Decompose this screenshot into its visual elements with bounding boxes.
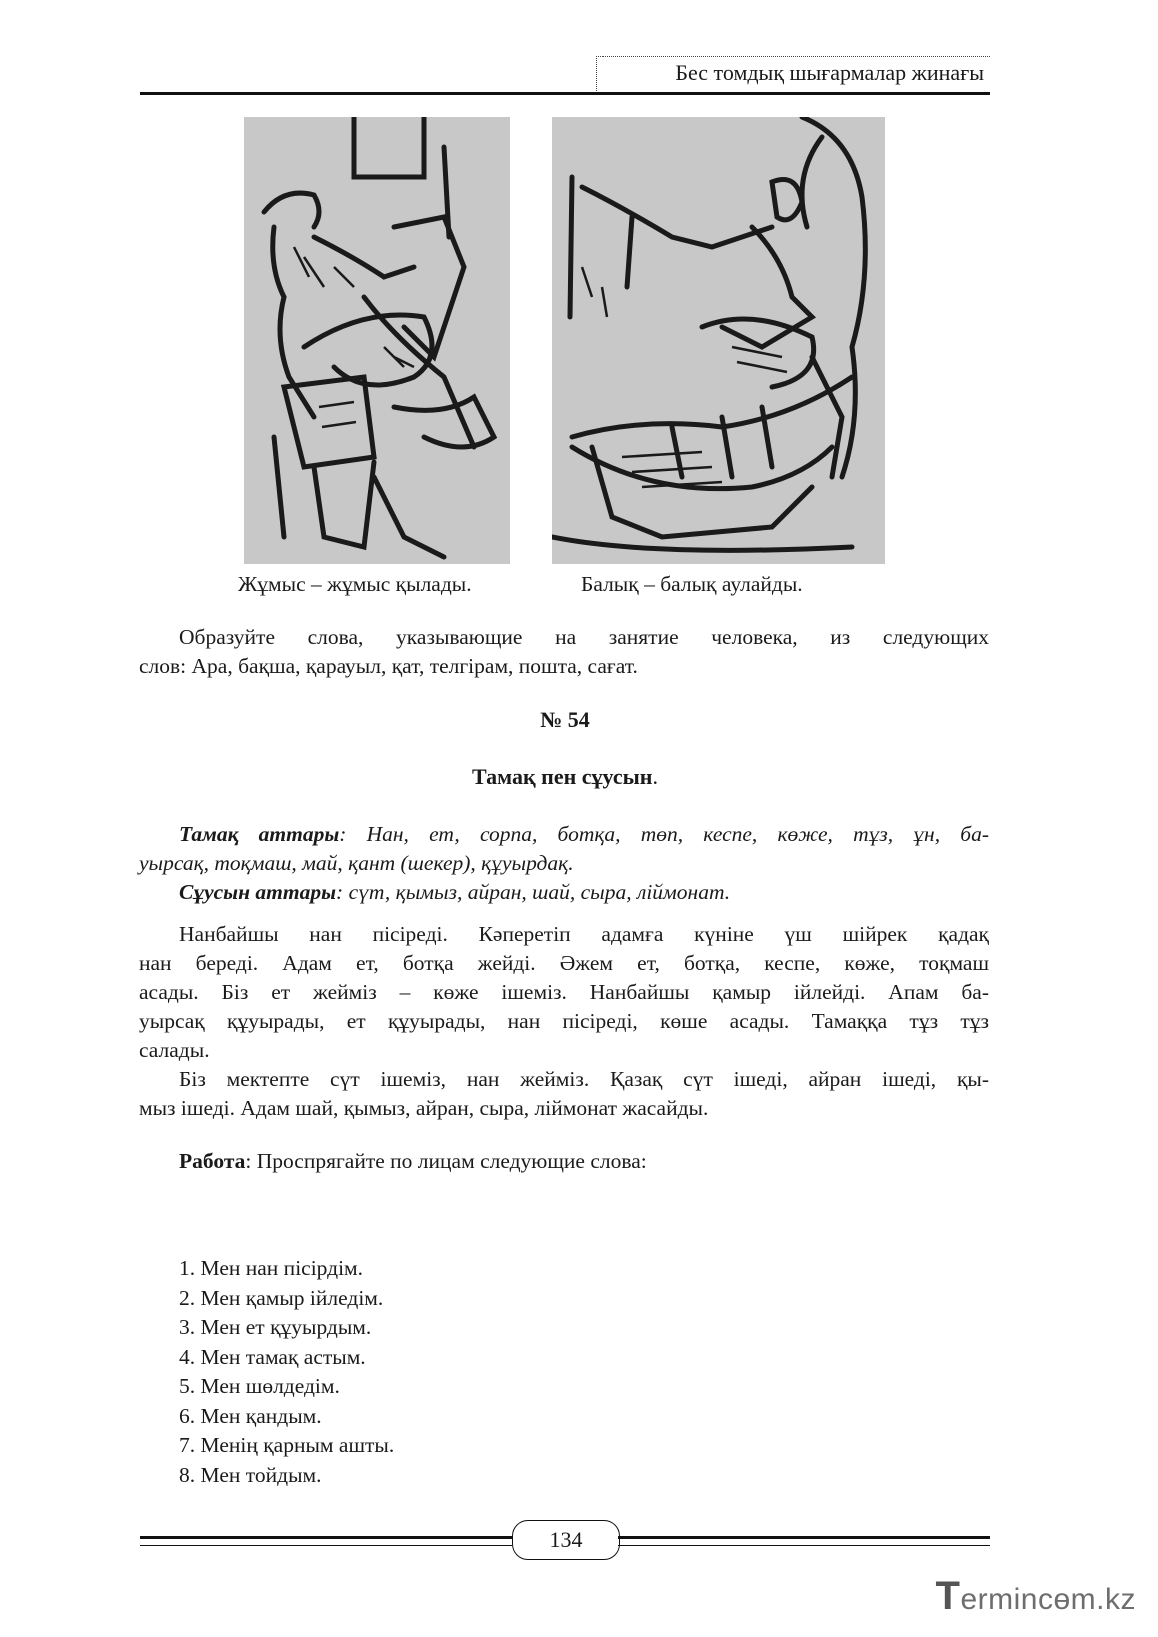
illustration-fisherman: [552, 117, 885, 564]
header-title: Бес томдық шығармалар жинағы: [675, 60, 984, 85]
drink-label: Сұусын аттары: [179, 880, 337, 904]
food-list: : Нан, ет, сорпа, ботқа, төп, кеспе, көже, тұз, ұн, ба-: [339, 822, 989, 846]
food-label: Тамақ аттары: [179, 822, 340, 846]
list-item: 5. Мен шөлдедім.: [179, 1374, 340, 1398]
vocabulary-block: [139, 820, 989, 907]
text-line: Нанбайшы нан пісіреді. Кәперетіп адамға күніне үш шійрек қадақ: [179, 922, 989, 946]
watermark-rest: ermincөm.kz: [960, 1583, 1136, 1616]
intro-paragraph: [139, 623, 989, 681]
food-line-1: [179, 820, 989, 849]
header-bracket: [596, 56, 603, 91]
intro-line-2: слов: Ара, бақша, қарауыл, қат, телгірам, пошта, сағат.: [139, 654, 638, 678]
intro-line-1: Образуйте слова, указывающие на занятие человека, из следующих: [179, 625, 989, 649]
reading-text: [139, 920, 989, 1123]
list-item: 6. Мен қандым.: [179, 1403, 322, 1428]
list-item: 7. Менің қарным ашты.: [179, 1433, 395, 1457]
text-line: салады.: [139, 1038, 210, 1062]
section-title-row: [140, 764, 990, 790]
section-number: № 54: [540, 707, 590, 732]
drink-line: [179, 878, 989, 907]
food-line-2: уырсақ, тоқмаш, май, қант (шекер), құуырдақ.: [139, 851, 574, 875]
watermark-initial: T: [935, 1574, 961, 1618]
text-line: Біз мектепте сүт ішеміз, нан жейміз. Қазақ сүт ішеді, айран ішеді, қы-: [179, 1067, 989, 1091]
header-rule: [140, 92, 990, 95]
list-item: 1. Мен нан пісірдім.: [179, 1256, 364, 1280]
header-dotted-rule: [602, 56, 990, 57]
footer-rule-left: [140, 1536, 512, 1546]
section-title-dot: .: [652, 764, 658, 789]
illustration-worker: [244, 117, 510, 564]
list-item: 3. Мен ет құуырдым.: [179, 1315, 372, 1339]
section-title: Тамақ пен сұусын: [472, 764, 653, 789]
drink-list: : сүт, қымыз, айран, шай, сыра, ліймонат.: [336, 880, 731, 904]
footer-rule-right: [618, 1536, 990, 1546]
list-item: 4. Мен тамақ астым.: [179, 1344, 366, 1369]
site-watermark: [936, 1574, 1136, 1619]
task-text: : Проспрягайте по лицам следующие слова:: [245, 1149, 647, 1173]
figure-caption-right: Балық – балық аулайды.: [581, 572, 803, 596]
list-item: 2. Мен қамыр ійледім.: [179, 1285, 384, 1310]
task-line: [179, 1147, 989, 1176]
page-number: 134: [512, 1520, 620, 1560]
list-item: 8. Мен тойдым.: [179, 1462, 322, 1487]
text-line: уырсақ құуырады, ет құуырады, нан пісіреді, көше асады. Тамаққа тұз тұз: [139, 1009, 989, 1033]
text-line: нан береді. Адам ет, ботқа жейді. Әжем ет, ботқа, кеспе, көже, тоқмаш: [139, 951, 989, 975]
exercise-list: [179, 1254, 394, 1490]
page-footer: [140, 1520, 990, 1560]
text-line: мыз ішеді. Адам шай, қымыз, айран, сыра, ліймонат жасайды.: [139, 1096, 709, 1120]
running-header: [140, 52, 990, 96]
task-label: Работа: [179, 1149, 246, 1173]
text-line: асады. Біз ет жейміз – көже ішеміз. Нанбайшы қамыр ійлейді. Апам ба-: [139, 980, 989, 1004]
figure-caption-left: Жұмыс – жұмыс қылады.: [238, 572, 472, 596]
